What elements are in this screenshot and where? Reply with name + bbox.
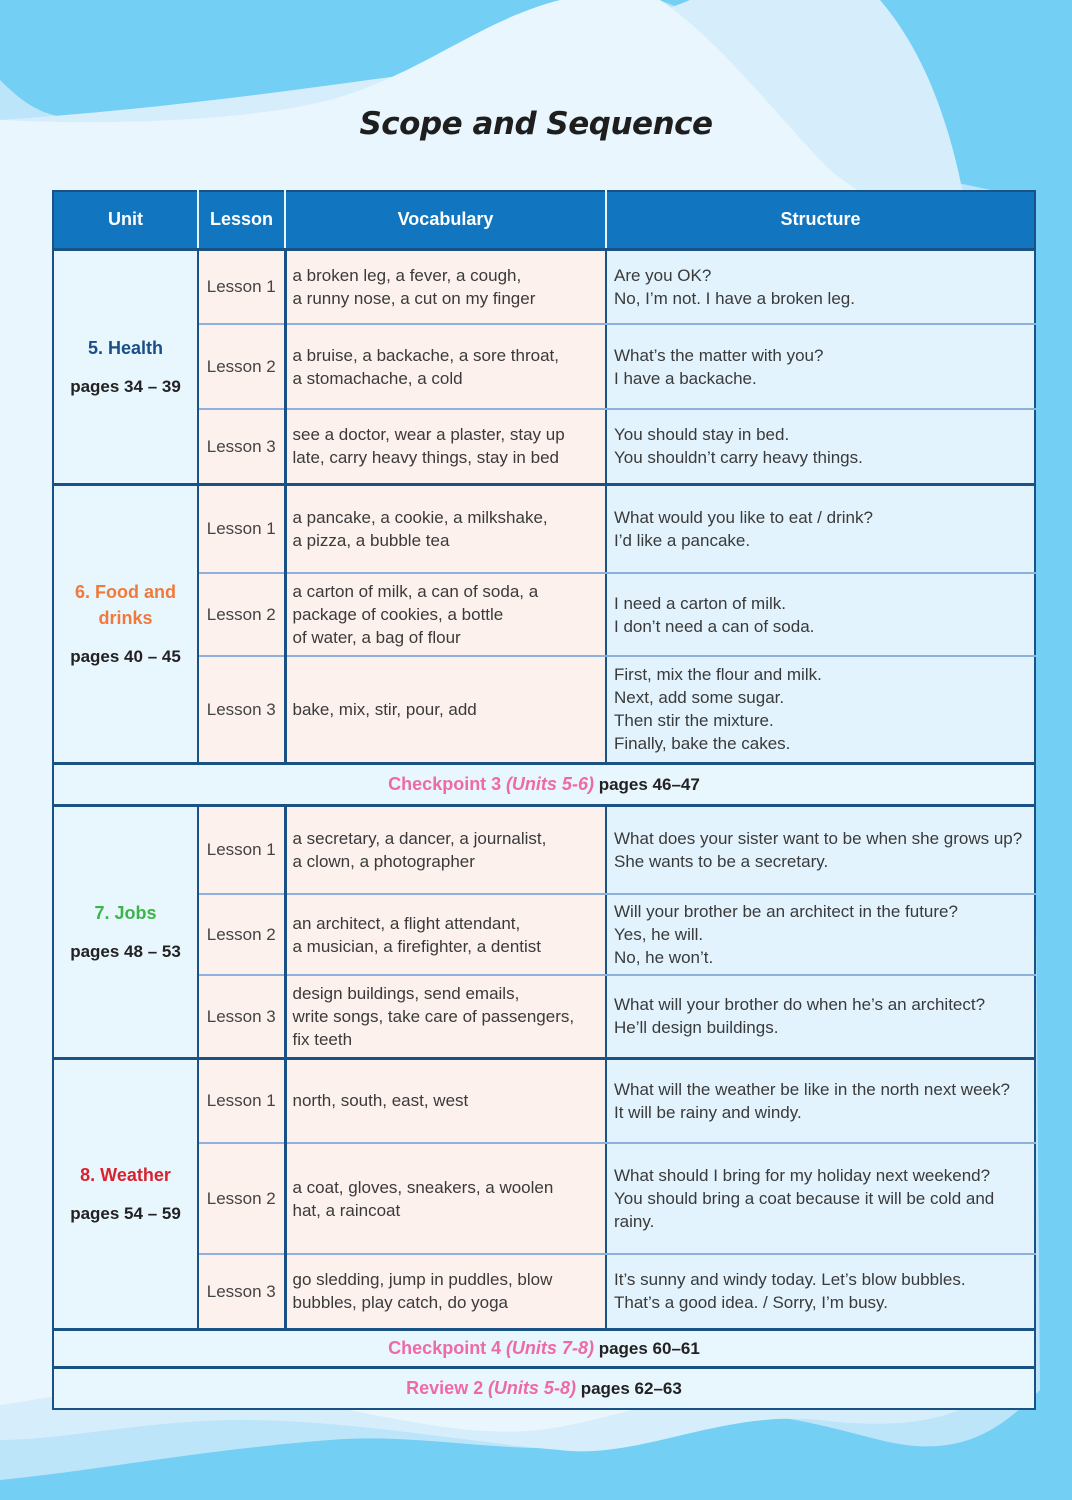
- vocab-line: fix teeth: [292, 1029, 353, 1049]
- vocab-line: a bruise, a backache, a sore throat,: [292, 345, 559, 365]
- lesson-label: Lesson 1: [198, 249, 285, 324]
- structure-line: Then stir the mixture.: [614, 711, 774, 731]
- vocabulary-cell: [285, 894, 606, 975]
- checkpoint-label: Checkpoint 3: [388, 773, 502, 794]
- checkpoint-label: Checkpoint 4: [388, 1337, 502, 1358]
- vocab-line: a broken leg, a fever, a cough,: [292, 265, 522, 285]
- structure-line: It will be rainy and windy.: [614, 1102, 802, 1122]
- table-row: [53, 1143, 1035, 1254]
- structure-line: Next, add some sugar.: [614, 688, 785, 708]
- table-row: [53, 484, 1035, 573]
- lesson-label: Lesson 3: [198, 975, 285, 1058]
- vocabulary-cell: [285, 484, 606, 573]
- table-row: [53, 975, 1035, 1058]
- structure-line: I don’t need a can of soda.: [614, 616, 815, 636]
- checkpoint-4: [53, 1329, 1035, 1367]
- checkpoint-pages: pages 60–61: [598, 1338, 700, 1358]
- vocab-line: write songs, take care of passengers,: [292, 1006, 575, 1026]
- structure-line: Finally, bake the cakes.: [614, 734, 791, 754]
- structure-line: Are you OK?: [614, 265, 712, 285]
- vocab-line: a stomachache, a cold: [292, 368, 463, 388]
- table-row: [53, 656, 1035, 763]
- vocab-line: a musician, a firefighter, a dentist: [292, 936, 542, 956]
- lesson-label: Lesson 2: [198, 573, 285, 656]
- structure-line: What should I bring for my holiday next weekend?: [614, 1166, 991, 1185]
- unit-cell-food-and-drinks: [53, 484, 198, 763]
- structure-line: First, mix the flour and milk.: [614, 665, 822, 685]
- structure-line: No, I’m not. I have a broken leg.: [614, 288, 855, 308]
- vocabulary-cell: [285, 1143, 606, 1254]
- unit-title: 7. Jobs: [94, 903, 157, 923]
- structure-cell: [606, 805, 1035, 894]
- structure-line: You should bring a coat because it will be cold and rainy.: [614, 1189, 995, 1231]
- vocab-line: a pancake, a cookie, a milkshake,: [292, 507, 548, 527]
- structure-line: It’s sunny and windy today. Let’s blow bubbles.: [614, 1270, 966, 1290]
- vocabulary-cell: [285, 1058, 606, 1143]
- vocab-line: bubbles, play catch, do yoga: [292, 1293, 508, 1313]
- table-header-row: [53, 191, 1035, 249]
- unit-pages: pages 48 – 53: [70, 942, 181, 961]
- table-row: [53, 1254, 1035, 1329]
- structure-line: I need a carton of milk.: [614, 593, 786, 613]
- vocabulary-cell: [285, 573, 606, 656]
- structure-line: She wants to be a secretary.: [614, 851, 829, 871]
- table-row: [53, 573, 1035, 656]
- structure-line: What would you like to eat / drink?: [614, 507, 873, 527]
- unit-pages: pages 40 – 45: [70, 647, 181, 666]
- structure-cell: [606, 1254, 1035, 1329]
- structure-cell: [606, 1143, 1035, 1254]
- structure-line: That’s a good idea. / Sorry, I’m busy.: [614, 1293, 889, 1313]
- table-row: [53, 805, 1035, 894]
- checkpoint-row: [53, 1329, 1035, 1367]
- vocab-line: a coat, gloves, sneakers, a woolen: [292, 1177, 554, 1197]
- structure-line: What’s the matter with you?: [614, 345, 824, 365]
- checkpoint-row: [53, 763, 1035, 805]
- unit-title: 5. Health: [87, 338, 164, 358]
- lesson-label: Lesson 1: [198, 805, 285, 894]
- vocabulary-cell: [285, 409, 606, 484]
- unit-title: 8. Weather: [80, 1165, 171, 1185]
- unit-cell-weather: [53, 1058, 198, 1329]
- vocab-line: late, carry heavy things, stay in bed: [292, 448, 559, 468]
- vocab-line: hat, a raincoat: [292, 1200, 401, 1220]
- review-row: [53, 1367, 1035, 1409]
- vocabulary-cell: [285, 1254, 606, 1329]
- structure-line: I have a backache.: [614, 368, 757, 388]
- structure-line: Yes, he will.: [614, 925, 704, 944]
- lesson-label: Lesson 3: [198, 409, 285, 484]
- vocab-line: a carton of milk, a can of soda, a: [292, 582, 539, 601]
- vocabulary-cell: [285, 975, 606, 1058]
- structure-cell: [606, 409, 1035, 484]
- table-row: [53, 1058, 1035, 1143]
- structure-cell: [606, 656, 1035, 763]
- lesson-label: Lesson 2: [198, 1143, 285, 1254]
- page-title: Scope and Sequence: [359, 106, 713, 142]
- review-2: [53, 1367, 1035, 1409]
- structure-line: I’d like a pancake.: [614, 530, 751, 550]
- checkpoint-units: (Units 5-6): [505, 773, 594, 794]
- header-unit: Unit: [53, 191, 198, 249]
- structure-line: What does your sister want to be when she grows up?: [614, 828, 1023, 848]
- vocab-line: of water, a bag of flour: [292, 628, 461, 647]
- vocab-line: see a doctor, wear a plaster, stay up: [292, 425, 565, 445]
- structure-line: You should stay in bed.: [614, 425, 790, 445]
- checkpoint-pages: pages 46–47: [598, 774, 700, 794]
- scope-sequence-table: [52, 190, 1036, 1410]
- structure-cell: [606, 249, 1035, 324]
- unit-title: 6. Food and drinks: [75, 582, 176, 628]
- review-units: (Units 5-8): [487, 1377, 576, 1398]
- structure-cell: [606, 324, 1035, 409]
- review-pages: pages 62–63: [580, 1378, 682, 1398]
- structure-cell: [606, 894, 1035, 975]
- unit-cell-health: [53, 249, 198, 484]
- lesson-label: Lesson 3: [198, 1254, 285, 1329]
- table-row: [53, 409, 1035, 484]
- table-row: [53, 249, 1035, 324]
- header-vocabulary: Vocabulary: [285, 191, 606, 249]
- structure-line: What will your brother do when he’s an architect?: [614, 995, 986, 1015]
- vocab-line: north, south, east, west: [292, 1091, 469, 1111]
- vocabulary-cell: [285, 656, 606, 763]
- structure-cell: [606, 1058, 1035, 1143]
- vocabulary-cell: [285, 324, 606, 409]
- vocab-line: a clown, a photographer: [292, 851, 475, 871]
- structure-cell: [606, 573, 1035, 656]
- unit-pages: pages 34 – 39: [70, 377, 181, 396]
- structure-cell: [606, 975, 1035, 1058]
- lesson-label: Lesson 2: [198, 894, 285, 975]
- vocabulary-cell: [285, 805, 606, 894]
- checkpoint-units: (Units 7-8): [505, 1337, 594, 1358]
- structure-line: What will the weather be like in the north next week?: [614, 1079, 1010, 1099]
- table-row: [53, 324, 1035, 409]
- header-structure: Structure: [606, 191, 1035, 249]
- structure-line: Will your brother be an architect in the future?: [614, 902, 958, 921]
- lesson-label: Lesson 3: [198, 656, 285, 763]
- table-row: [53, 894, 1035, 975]
- lesson-label: Lesson 1: [198, 484, 285, 573]
- lesson-label: Lesson 1: [198, 1058, 285, 1143]
- vocab-line: go sledding, jump in puddles, blow: [292, 1270, 553, 1290]
- unit-pages: pages 54 – 59: [70, 1204, 181, 1223]
- vocab-line: a pizza, a bubble tea: [292, 530, 450, 550]
- structure-line: He’ll design buildings.: [614, 1018, 779, 1038]
- lesson-label: Lesson 2: [198, 324, 285, 409]
- vocab-line: bake, mix, stir, pour, add: [292, 699, 477, 719]
- vocab-line: an architect, a flight attendant,: [292, 913, 521, 933]
- vocab-line: package of cookies, a bottle: [292, 605, 504, 624]
- checkpoint-3: [53, 763, 1035, 805]
- structure-line: You shouldn’t carry heavy things.: [614, 448, 863, 468]
- structure-cell: [606, 484, 1035, 573]
- review-label: Review 2: [406, 1377, 484, 1398]
- vocab-line: design buildings, send emails,: [292, 983, 520, 1003]
- structure-line: No, he won’t.: [614, 948, 714, 967]
- unit-cell-jobs: [53, 805, 198, 1058]
- vocabulary-cell: [285, 249, 606, 324]
- header-lesson: Lesson: [198, 191, 285, 249]
- vocab-line: a secretary, a dancer, a journalist,: [292, 828, 547, 848]
- vocab-line: a runny nose, a cut on my finger: [292, 288, 536, 308]
